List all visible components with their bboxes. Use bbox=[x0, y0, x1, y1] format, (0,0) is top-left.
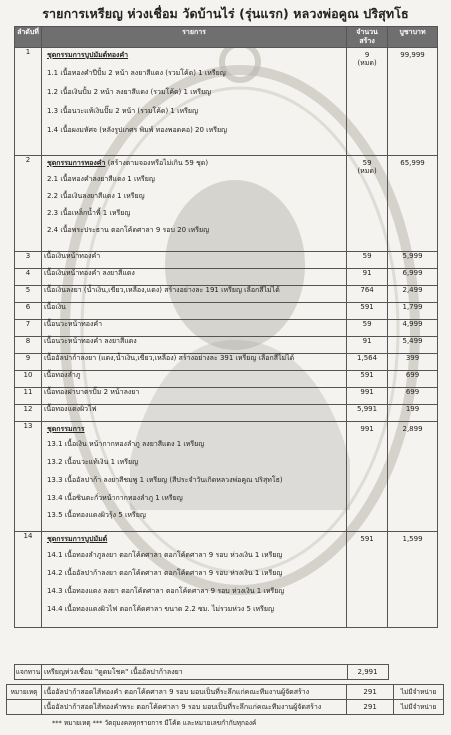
col-item: รายการ bbox=[41, 27, 346, 48]
table-row: 12 เนื้อทองแดงผิวไฟ 5,991 199 bbox=[15, 404, 438, 421]
gift-table bbox=[14, 664, 438, 680]
table-row: 3 เนื้อเงินหน้าทองคำ 59 5,999 bbox=[15, 251, 438, 268]
table-row: 13 ชุดกรรมการ 13.1 เนื้อเงิน หน้ากากทองลำภู ลงยาสีแดง 1 เหรียญ 13.2 เนื้อนวะแท้เงิน 1 เหรียญ 13.3 เนื้ออัลปาก้า ลงยาสีชมพู 1 เหรียญ (สีประจำวันเกิดหลวงพ่อคูณ ปริสุทโธ) 13.4 เนื้อซินตะกั่วหน้ากากทองลำภู 1 เหรียญ 13.5 เนื้อทองแดงผิวรุ้ง 5 เหรียญ 991 2,899 bbox=[15, 421, 438, 531]
col-no: ลำดับที่ bbox=[15, 27, 42, 48]
table-row: 1 ชุดกรรมการบูปมัมต์ทองคำ 1.1 เนื้อทองคำปีปั้ม 2 หน้า ลงยาสีแดง (รวมโค้ด) 1 เหรียญ 1.2 เนื้อเงินปั้ม 2 หน้า ลงยาสีแดง (รวมโค้ด) 1 เหรียญ 1.3 เนื้อนวะแท้เงินปั๊ม 2 หน้า (รวมโค้ด) 1 เหรียญ 1.4 เนื้อผงมหัศจ (หลังรูปเกศร พิมพ์ ทองพอดคอ) 20 เหรียญ 9 (หมด) 99,999 bbox=[15, 47, 438, 155]
price-table bbox=[14, 26, 438, 628]
set-heading: ชุดกรรมการบูปมัมต์ทองคำ bbox=[46, 50, 129, 59]
remark-row: เนื้ออัลปาก้าสอดไส้ทองคำพระ ตอกโค้ดศาลา 9 รอบ มอบเป็นที่ระลึกแก่คณะทีมงานผู้จัดสร้าง 291 ไม่มีจำหน่าย bbox=[7, 700, 444, 715]
table-row: 10 เนื้อทองลำภู 591 699 bbox=[15, 370, 438, 387]
col-price: บูชาบาท bbox=[388, 27, 438, 48]
remark-row: หมายเหตุ เนื้ออัลปาก้าสอดไส้ทองคำ ตอกโค้ดศาลา 9 รอบ มอบเป็นที่ระลึกแก่คณะทีมงานผู้จัดสร้าง 291 ไม่มีจำหน่าย bbox=[7, 685, 444, 700]
table-row: 9 เนื้ออัลปาก้าลงยา (แดง,น้ำเงิน,เขียว,เหลือง) สร้างอย่างละ 391 เหรียญ เลือกสีไม่ได้ 1,564 399 bbox=[15, 353, 438, 370]
table-row: 11 เนื้อทองฝาบาตรปั๊ม 2 หน้าลงยา 991 699 bbox=[15, 387, 438, 404]
col-qty: จำนวนสร้าง bbox=[347, 27, 388, 48]
table-row: 8 เนื้อนวะหน้าทองคำ ลงยาสีแดง 91 5,499 bbox=[15, 336, 438, 353]
table-row: 7 เนื้อนวะหน้าทองคำ 59 4,999 bbox=[15, 319, 438, 336]
footnote: *** หมายเหตุ *** วัตถุมงคลทุกรายการ มีโค้ด และหมายเลขกำกับทุกองค์ bbox=[52, 719, 257, 727]
table-row: 5 เนื้อเงินลงยา (น้ำเงิน,เขียว,เหลือง,แดง) สร้างอย่างละ 191 เหรียญ เลือกสีไม่ได้ 764 2,499 bbox=[15, 285, 438, 302]
table-row: 6 เนื้อเงิน 591 1,799 bbox=[15, 302, 438, 319]
gift-row: แจกทาน เหรียญห่วงเชื่อม "ดูดมโชค" เนื้ออัลปาก้าลงยา 2,991 bbox=[15, 665, 439, 680]
set-heading: ชุดกรรมการบูปมัมต์ bbox=[46, 534, 108, 543]
set-heading: ชุดกรรมการทองคำ bbox=[46, 158, 106, 167]
remarks-table bbox=[6, 684, 444, 715]
table-row: 14 ชุดกรรมการบูปมัมต์ 14.1 เนื้อทองลำภูลงยา ตอกโค้ดศาลา ตอกโค้ดศาลา 9 รอบ ห่วงเงิน 1 เหรียญ 14.2 เนื้ออัลปาก้าลงยา ตอกโค้ดศาลา ตอกโค้ดศาลา 9 รอบ ห่วงเงิน 1 เหรียญ 14.3 เนื้อทองแดง ลงยา ตอกโค้ดศาลา ตอกโค้ดศาลา 9 รอบ ห่วงเงิน 1 เหรียญ 14.4 เนื้อทองแดงผิวไฟ ตอกโค้ดศาลา ขนาด 2.2 ซม. ไม่รวมห่วง 5 เหรียญ 591 1,599 bbox=[15, 531, 438, 627]
page-title: รายการเหรียญ ห่วงเชื่อม วัดบ้านไร่ (รุ่นแรก) หลวงพ่อคูณ ปริสุทโธ bbox=[42, 6, 409, 21]
set-heading: ชุดกรรมการ bbox=[46, 424, 85, 433]
table-row: 4 เนื้อเงินหน้าทองคำ ลงยาสีแดง 91 6,999 bbox=[15, 268, 438, 285]
table-row: 2 ชุดกรรมการทองคำ (สร้างตามจองหรือไม่เกิน 59 ชุด) 2.1 เนื้อทองคำลงยาสีแดง 1 เหรียญ 2.2 เนื้อเงินลงยาสีแดง 1 เหรียญ 2.3 เนื้อเหล็กน้ำพี้ 1 เหรียญ 2.4 เนื้อพระประธาน ตอกโค้ดศาลา 9 รอบ 20 เหรียญ 59 (หมด) 65,999 bbox=[15, 155, 438, 251]
table-header bbox=[15, 27, 438, 48]
